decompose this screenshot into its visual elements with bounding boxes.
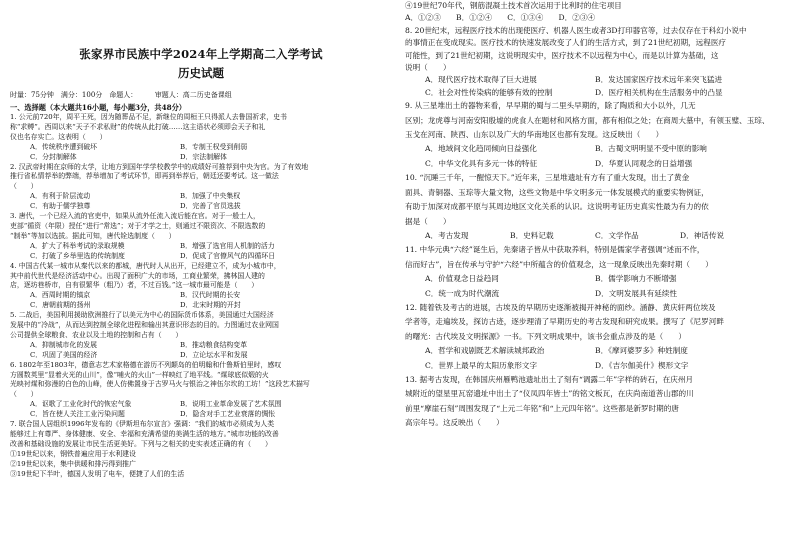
q6-option-d: D．隐含对手工艺业衰落的惆怅 — [180, 410, 276, 419]
q3-option-c: C．打破了乡举里选的传统制度 — [30, 251, 125, 260]
q9-option-d: D．华夏认同观念的日益增强 — [595, 158, 693, 168]
q1-line: 1. 公元前720年，周平王死，因为随葬品不足，新继位的周桓王只得派人去鲁国祈求，史书 — [10, 113, 287, 121]
q6-options-row — [10, 400, 392, 410]
q4-option-c: C．唐朝前期的扬州 — [30, 301, 91, 310]
q13-line: 前里“摩崖石刻”周围发现了“上元二年铭”和“上元四年铭”。这些都是新罗时期的唐 — [405, 403, 679, 413]
q7-line: 能够过上有尊严、身体健康、安全、幸福和充满希望的美满生活的地方。”城市功能的改善 — [10, 430, 279, 438]
q3-option-d: D．促成了官僚风气的四循环日 — [180, 251, 276, 260]
q2-option-d: D．完善了官员选拔 — [180, 202, 241, 211]
q7-item: ①19世纪以来，钢铁普遍应用于水利建设 — [10, 449, 136, 458]
q12-line: 学者等，走遍埃及，探访古迹，逐步理清了早期历史的考古发现和研究成果。撰写了《尼罗河畔 — [405, 317, 724, 327]
q13-line: 城附近的望星里瓦窑遗址中出土了“仪凤四年皆土”的铭文板瓦，在庆尚南道菩山郡的川 — [405, 389, 694, 399]
q3-option-b: B．增强了选官用人机制的活力 — [180, 241, 275, 250]
q3-option-a: A．扩大了科举考试的录取规模 — [30, 241, 125, 250]
exam-subtitle: 历史试题 — [178, 66, 224, 80]
q3-line: “制举”等加以选拔。据此可知，唐代铨选制度（ ） — [10, 231, 176, 240]
q2-line: 2. 汉武帝时期在京师的太学，让地方到国年学学校教学中的成绩好可推荐到中央为官。为了有效地 — [10, 162, 309, 171]
q1-option-a: A．传统秩序遭到破坏 — [30, 142, 97, 151]
q5-line: 5. 二战后，美国利用援助欧洲推行了以美元为中心的国际货币体系，美国通过大国经济 — [10, 311, 274, 320]
q9-options-row — [405, 157, 787, 171]
q2-option-c: C．有助于儒学独尊 — [30, 202, 91, 211]
q10-option-b: B．史料记载 — [510, 230, 554, 240]
q10-line: 有助于加深对成都平原与其周边地区文化关系的认识。这说明考证历史真实性最为有力的依 — [405, 202, 709, 212]
q6-option-c: C．旨在使人关注工业污染问题 — [30, 410, 125, 419]
q9-option-c: C．中华文化具有多元一体的特征 — [425, 158, 538, 168]
q3-line: 吏部“循资（年限）授任”进行“常选”；对于才学之士，则通过不限资次、不限选数的 — [10, 221, 266, 230]
q10-line: 据是（ ） — [405, 216, 451, 226]
q8-line: 说明（ ） — [405, 63, 451, 73]
q11-line: 信而好古”，旨在传承与守护“六经”中所蕴含的价值观念，这一现象反映出先秦时期（ ） — [405, 259, 713, 269]
q6-line: 光映衬煤和弥漫的白色的山峰，使人仿佛置身于古罗马火与银治之神伍尔坎的工坊！”这段艺术描写 — [10, 380, 310, 389]
q4-options-row — [10, 291, 392, 301]
q2-options-row — [10, 202, 392, 212]
q9-line: 9. 从三星堆出土的器物来看，早早期的蜀与二里头早期的，除了陶质和大小以外，几无 — [405, 101, 696, 111]
q10-option-c: C．文学作品 — [595, 230, 639, 240]
q5-options-row — [10, 341, 392, 351]
q12-line: 的曙光：古代埃及文明探源》一书。下列文明成果中，该书会重点涉及的是（ ） — [405, 331, 686, 341]
q1-options-row — [10, 153, 392, 163]
q7-line: 改善和基础设施的发展让市民生活更美好。下列与之相关的史实表述正确的有（ ） — [10, 439, 272, 448]
q7-options: A．①②③ B．①②④ C．①③④ D．②③④ — [405, 13, 596, 23]
q3-line: 3. 唐代，一个已经入流的官吏中，如果从流外任流入流后能在官。对于一般士人， — [10, 212, 260, 221]
q1-line: 仪也名存实亡。这表明（ ） — [10, 132, 107, 141]
q1-option-d: D．宗法制解体 — [180, 152, 227, 161]
q1-option-b: B．专制王权受到削弱 — [180, 142, 248, 151]
q12-options-row — [405, 344, 787, 358]
q6-option-b: B．说明工业革命发展了艺术氛围 — [180, 400, 282, 409]
q6-line: 方圆数英里“显着火光的山川”，像“哺火的火山”一样映红了地平线。“煤球底似煅的火 — [10, 370, 269, 379]
q13-line: 13. 据考古发现，在韩国庆州雁鸭池遗址出土了刻有“调露二年”字样的砖石，在庆州月 — [405, 374, 694, 384]
q8-option-b: B．发达国家医疗技术远年来突飞猛进 — [595, 75, 723, 85]
q11-line: 11. 中华元典“六经”诞生后，先秦诸子皆从中获取养料，特别是儒家学者强调“述而不作， — [405, 245, 705, 255]
q7-item: ④19世纪70年代，钢筋混凝土技术首次运用于比利时的住宅项目 — [405, 1, 622, 10]
q9-line: 区别；龙虎尊与河南安阳殷墟的虎食人在题材和风格方面，都有相似之处；在商周大墓中，有领玉璧、玉琮、 — [405, 115, 770, 125]
q4-line: 其中前代世代是经济活动中心。出现了面积广大的市场，工商业繁荣，拂林国人建的 — [10, 271, 265, 280]
q4-option-b: B．汉代时期的长安 — [180, 291, 241, 300]
q8-options-row — [405, 87, 787, 99]
q2-option-b: B．加强了中央集权 — [180, 192, 241, 201]
q3-options-row — [10, 242, 392, 252]
q9-line: 玉戈在河南、陕西、山东以及广大的华南地区也都有发现。这反映出（ ） — [405, 130, 664, 140]
q2-option-a: A．有利于阶层流动 — [30, 192, 91, 201]
q4-option-a: A．西周时期的镐京 — [30, 291, 91, 300]
q2-line: （ ） — [10, 182, 38, 191]
q10-option-a: A．考古发现 — [425, 230, 469, 240]
q6-line: （ ） — [10, 390, 38, 399]
q8-line: 8. 20世纪末，远程医疗技术的出现使医疗、机器人医生或者3D打印器官等，过去仅存在于科幻小说中 — [405, 25, 747, 35]
q10-line: 面具、青铜器、玉琮等大量文物，这些文物是中华文明多元一体发展模式的重要实物例证， — [405, 187, 709, 197]
section-heading: 一、选择题（本大题共16小题，每小题3分，共48分） — [10, 103, 186, 112]
q5-line: 公司提供全球粮食、农业以及土地的控制和占有（ ） — [10, 330, 183, 339]
q12-option-b: B．《摩诃婆罗多》种姓制度 — [595, 346, 688, 356]
q12-option-c: C．世界上最早的太阳历象形文字 — [425, 360, 538, 370]
q6-option-a: A．讴歌了工业化时代的恢宏气象 — [30, 400, 132, 409]
q11-option-c: C．统一成为时代潮流 — [425, 288, 500, 298]
q6-options-row — [10, 410, 392, 420]
q11-option-a: A．价值观念日益趋同 — [425, 274, 499, 284]
q3-options-row — [10, 252, 392, 262]
q1-option-c: C．分封制解体 — [30, 152, 77, 161]
q13-line: 高宗年号。这反映出（ ） — [405, 418, 504, 428]
q5-options-row — [10, 351, 392, 361]
q1-options-row — [10, 143, 392, 153]
q12-option-a: A．哲学和戏剧既艺术解读城邦政治 — [425, 346, 545, 356]
q9-option-b: B．古蜀文明明显不受中原的影响 — [595, 144, 707, 154]
q12-options-row — [405, 359, 787, 373]
q8-option-a: A．现代医疗技术取得了巨大进展 — [425, 75, 537, 85]
q7-item: ③19世纪下半叶，德国人发明了电车，便捷了人们的生活 — [10, 469, 185, 478]
q6-line: 6. 1802年至1803年，德意志艺术家格德在游历不列颠岛的伯明翰和什鲁斯伯里时，感叹 — [10, 360, 282, 369]
q4-line: 4. 中国古代某一城市从秦代以来的都城，唐代时人从出开，已经建立不，成为小城市中， — [10, 261, 281, 270]
right-column — [405, 0, 787, 549]
q11-option-d: D．文明发展具有延续性 — [595, 288, 678, 298]
q7-line: 7. 联合国人居组织1996年发布的《伊斯坦布尔宣言》强调：“我们的城市必须成为人类 — [10, 420, 275, 429]
left-column — [10, 0, 392, 549]
q12-line: 12. 随着铁及考古的进展，古埃及的早期历史逐渐被揭开神秘的面纱。涵静、黄庆轩两位埃及 — [405, 302, 716, 312]
q4-options-row — [10, 301, 392, 311]
q8-option-c: C．社会对性传染病的能够有效的控制 — [425, 87, 553, 97]
q5-option-a: A．抑制城市化的发展 — [30, 340, 97, 349]
q8-options-row — [405, 74, 787, 86]
q11-option-b: B．儒学影响力不断增强 — [595, 274, 677, 284]
q10-option-d: D．神话传说 — [680, 230, 725, 240]
exam-title: 张家界市民族中学2024年上学期高二入学考试 — [79, 47, 323, 61]
q2-line: 推行省私情荐举的弊端，荐举增加了考试环节，即再到举荐后，朝廷还要考试。这一做法 — [10, 172, 279, 181]
q5-line: 发展中的“冷战”，从而达到控制全球化进程和输出其意识形态的目的。力图通过农业网国 — [10, 321, 279, 330]
q4-line: 店，逐坊巷桥市，自有很繁华（粗乃）者，不过百钱。”这一城市最可能是（ ） — [10, 281, 259, 290]
q2-options-row — [10, 192, 392, 202]
q9-option-a: A．地域间文化趋同倾向日益强化 — [425, 144, 537, 154]
q7-item: ②19世纪以来，集中供暖和排污得到推广 — [10, 459, 136, 468]
q5-option-d: D．立论坛水平和发展 — [180, 350, 248, 359]
q9-options-row — [405, 142, 787, 156]
q5-option-c: C．巩固了美国的经济 — [30, 350, 98, 359]
q5-option-b: B．推动粮食结构变革 — [180, 340, 248, 349]
exam-meta: 时量：75分钟 满分：100分 命题人： 审题人：高二历史备课组 — [10, 91, 232, 99]
q4-option-d: D．北宋时期的开封 — [180, 301, 241, 310]
q11-options-row — [405, 287, 787, 301]
q1-line: 称“求赙”。西周以来“天子不求私财”的传统从此打破……这主语状必须即会天子和礼 — [10, 122, 266, 131]
q12-option-d: D．《吉尔伽美什》楔形文字 — [595, 360, 689, 370]
q8-line: 可能性，到了21世纪初期，这说明现实中，医疗技术不以远程为中心，而是以计算为基础，这 — [405, 50, 719, 60]
q10-options-row — [405, 229, 787, 243]
q11-options-row — [405, 272, 787, 286]
q10-line: 10. “沉睡三千年，一醒惊天下。”近年来，三星堆遗址有方有了重大发现，出土了黄金 — [405, 173, 690, 183]
q8-option-d: D．医疗相关机构在生活服务中的凸显 — [595, 87, 723, 97]
q8-line: 的事情正在变成现实。医疗技术的快速发展改变了人们的生活方式，到了21世纪初期，远程医疗 — [405, 38, 727, 48]
